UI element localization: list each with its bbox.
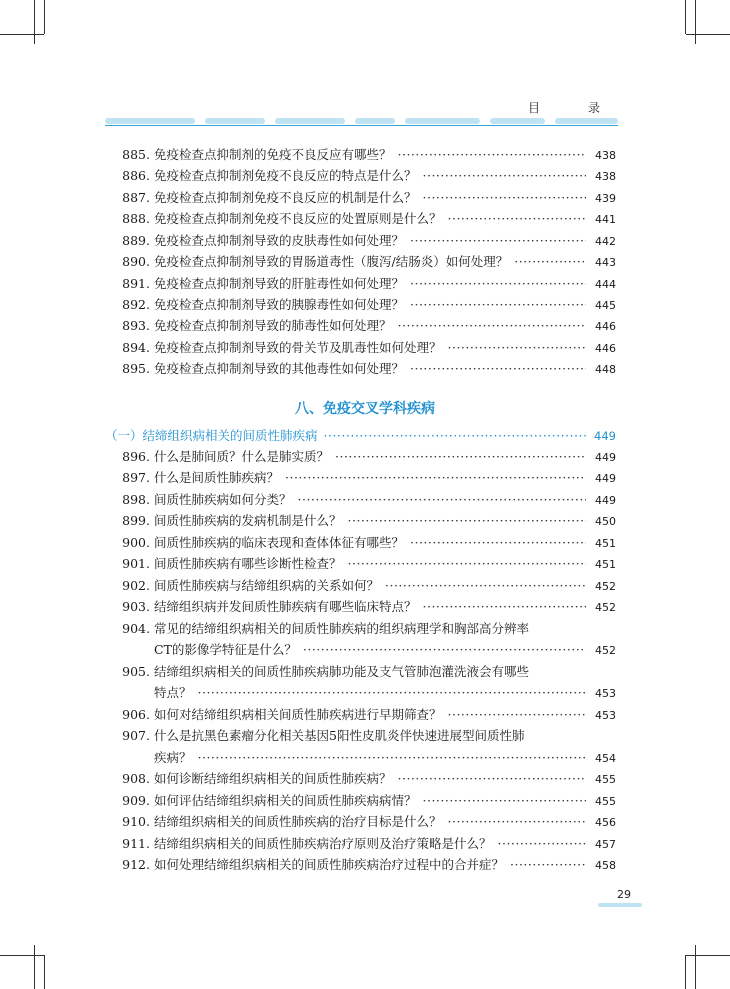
toc-entry-continuation[interactable]: 特点？ ····· 453 [154, 683, 616, 703]
crop-mark [685, 0, 686, 34]
page-number: 29 [617, 888, 631, 901]
toc-entry[interactable]: 909. 如何评估结缔组织病相关的间质性肺疾病病情？ ····· 455 [120, 791, 616, 811]
crop-mark [686, 34, 730, 35]
toc-entry[interactable]: 886. 免疫检查点抑制剂免疫不良反应的特点是什么？ ····· 438 [120, 166, 616, 186]
toc-entry[interactable]: 890. 免疫检查点抑制剂导致的胃肠道毒性（腹泻/结肠炎）如何处理？ ····· 443 [120, 252, 616, 272]
toc-entry[interactable]: 906. 如何对结缔组织病相关间质性肺疾病进行早期筛查？ ····· 453 [120, 705, 616, 725]
crop-mark [34, 945, 35, 989]
subsection-label: （一）结缔组织病相关的间质性肺疾病 [105, 428, 318, 443]
crop-mark [0, 34, 44, 35]
crop-mark [686, 955, 730, 956]
toc-entry[interactable]: 887. 免疫检查点抑制剂免疫不良反应的机制是什么？ ····· 439 [120, 188, 616, 208]
crop-mark [34, 0, 35, 44]
toc-entry-first-line[interactable]: 904. 常见的结缔组织病相关的间质性肺疾病的组织病理学和胸部高分辨率 [122, 621, 530, 636]
toc-entry[interactable]: 901. 间质性肺疾病有哪些诊断性检查？ ····· 451 [120, 554, 616, 574]
toc-entry-first-line[interactable]: 907. 什么是抗黑色素瘤分化相关基因5阳性皮肌炎伴快速进展型间质性肺 [122, 728, 525, 743]
toc-entry[interactable]: 911. 结缔组织病相关的间质性肺疾病治疗原则及治疗策略是什么？ ····· 457 [120, 834, 616, 854]
crop-mark [695, 945, 696, 989]
toc-entry[interactable]: 896. 什么是肺间质？什么是肺实质？ ····· 449 [120, 447, 616, 467]
section-heading[interactable]: 八、免疫交叉学科疾病 [295, 401, 435, 417]
toc-entry[interactable]: 902. 间质性肺疾病与结缔组织病的关系如何？ ····· 452 [120, 576, 616, 596]
toc-entry[interactable]: 889. 免疫检查点抑制剂导致的皮肤毒性如何处理？ ····· 442 [120, 231, 616, 251]
running-header-title: 目 录 [527, 101, 618, 115]
toc-entry[interactable]: 897. 什么是间质性肺疾病？ ····· 449 [120, 468, 616, 488]
crop-mark [695, 0, 696, 44]
toc-entry-continuation[interactable]: CT的影像学特征是什么？ ····· 452 [154, 640, 616, 660]
toc-entry[interactable]: 885. 免疫检查点抑制剂的免疫不良反应有哪些？ ····· 438 [120, 145, 616, 165]
toc-entry[interactable]: 898. 间质性肺疾病如何分类？ ····· 449 [120, 490, 616, 510]
toc-entry[interactable]: 888. 免疫检查点抑制剂免疫不良反应的处置原则是什么？ ····· 441 [120, 209, 616, 229]
toc-entry[interactable]: 910. 结缔组织病相关的间质性肺疾病的治疗目标是什么？ ····· 456 [120, 812, 616, 832]
toc-entry[interactable]: 894. 免疫检查点抑制剂导致的骨关节及肌毒性如何处理？ ····· 446 [120, 338, 616, 358]
toc-entry[interactable]: 912. 如何处理结缔组织病相关的间质性肺疾病治疗过程中的合并症？ ····· 458 [120, 855, 616, 875]
toc-entry[interactable]: 900. 间质性肺疾病的临床表现和查体体征有哪些？ ····· 451 [120, 533, 616, 553]
toc-entry[interactable]: 908. 如何诊断结缔组织病相关的间质性肺疾病？ ····· 455 [120, 769, 616, 789]
crop-mark [0, 955, 44, 956]
toc-entry-continuation[interactable]: 疾病？ ····· 454 [154, 748, 616, 768]
toc-entry[interactable]: 895. 免疫检查点抑制剂导致的其他毒性如何处理？ ····· 448 [120, 359, 616, 379]
toc-entry[interactable]: 903. 结缔组织病并发间质性肺疾病有哪些临床特点？ ····· 452 [120, 597, 616, 617]
crop-mark [685, 955, 686, 989]
toc-entry-first-line[interactable]: 905. 结缔组织病相关的间质性肺疾病肺功能及支气管肺泡灌洗液会有哪些 [122, 664, 530, 679]
page-number-decoration [598, 903, 642, 907]
subsection-entry[interactable] [105, 426, 616, 446]
crop-mark [44, 955, 45, 989]
toc-entry[interactable]: 892. 免疫检查点抑制剂导致的胰腺毒性如何处理？ ····· 445 [120, 295, 616, 315]
toc-entry[interactable]: 899. 间质性肺疾病的发病机制是什么？ ····· 450 [120, 511, 616, 531]
crop-mark [44, 0, 45, 34]
toc-entry[interactable]: 893. 免疫检查点抑制剂导致的肺毒性如何处理？ ····· 446 [120, 316, 616, 336]
toc-entry[interactable]: 891. 免疫检查点抑制剂导致的肝脏毒性如何处理？ ····· 444 [120, 274, 616, 294]
subsection-page: 449 [594, 429, 616, 443]
